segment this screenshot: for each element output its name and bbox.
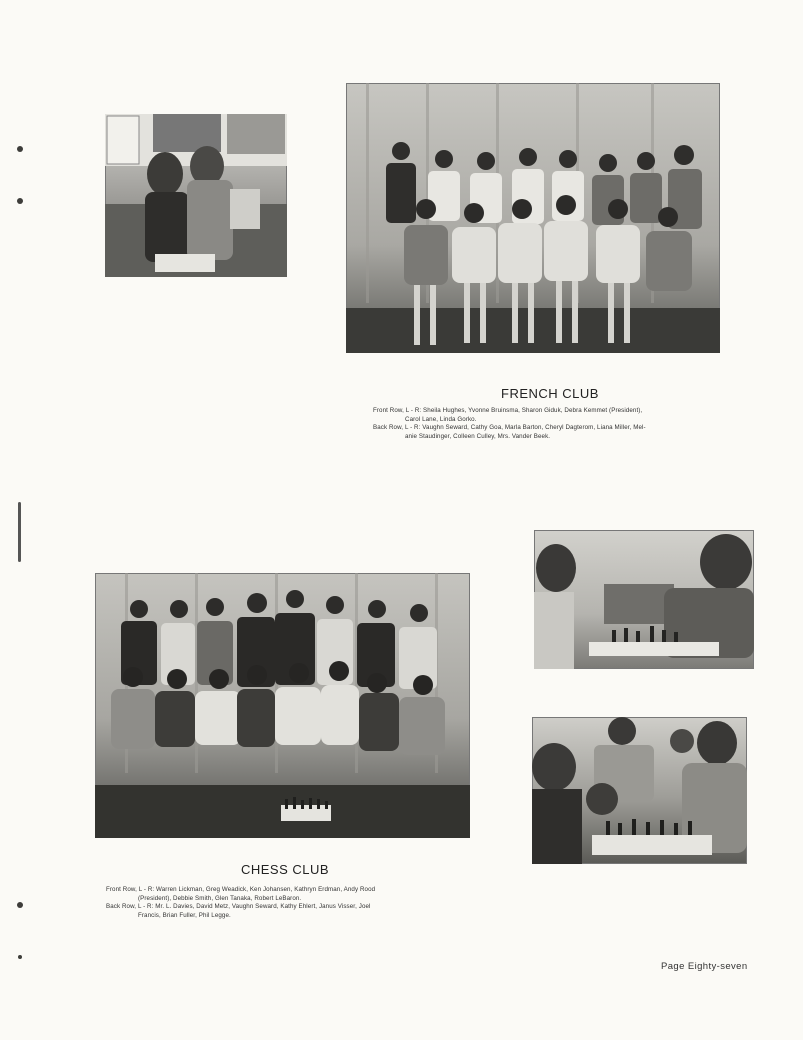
chess-club-front-row-cont: (President), Debbie Smith, Glen Tanaka, Robert LeBaron. [138,894,302,902]
french-classroom-photo [105,114,287,277]
french-club-group-photo [346,83,720,353]
page-number: Page Eighty-seven [661,961,748,972]
french-club-back-row: Back Row, L - R: Vaughn Seward, Cathy Goa, Marla Barton, Cheryl Dagterom, Liana Miller, Mel- [373,424,646,432]
french-club-front-row: Front Row, L - R: Sheila Hughes, Yvonne Bruinsma, Sharon Giduk, Debra Kemmet (President), [373,407,643,414]
chess-club-front-row: Front Row, L - R: Warren Lickman, Greg Weadick, Ken Johansen, Kathryn Erdman, Andy Rood [106,886,376,893]
binder-hole [18,955,22,959]
chess-club-heading: CHESS CLUB [240,862,330,877]
page-tear-mark [18,502,21,562]
binder-hole [17,902,23,908]
french-club-caption [373,407,718,441]
chess-club-back-row-cont: Francis, Brian Fuller, Phil Legge. [138,911,231,919]
binder-hole [17,146,23,152]
french-club-front-row-cont: Carol Lane, Linda Gorko. [405,415,477,423]
chess-club-back-row: Back Row, L - R: Mr. L. Davies, David Metz, Vaughn Seward, Kathy Ehlert, Janus Visser, Joel [106,903,371,911]
chess-club-group-photo [95,573,470,838]
french-club-heading: FRENCH CLUB [501,386,599,401]
chess-candid-photo-2 [532,717,747,864]
chess-candid-photo-1 [534,530,754,669]
binder-hole [17,198,23,204]
french-club-back-row-cont: anie Staudinger, Colleen Culley, Mrs. Vander Beek. [405,432,551,440]
chess-club-caption [106,886,446,920]
